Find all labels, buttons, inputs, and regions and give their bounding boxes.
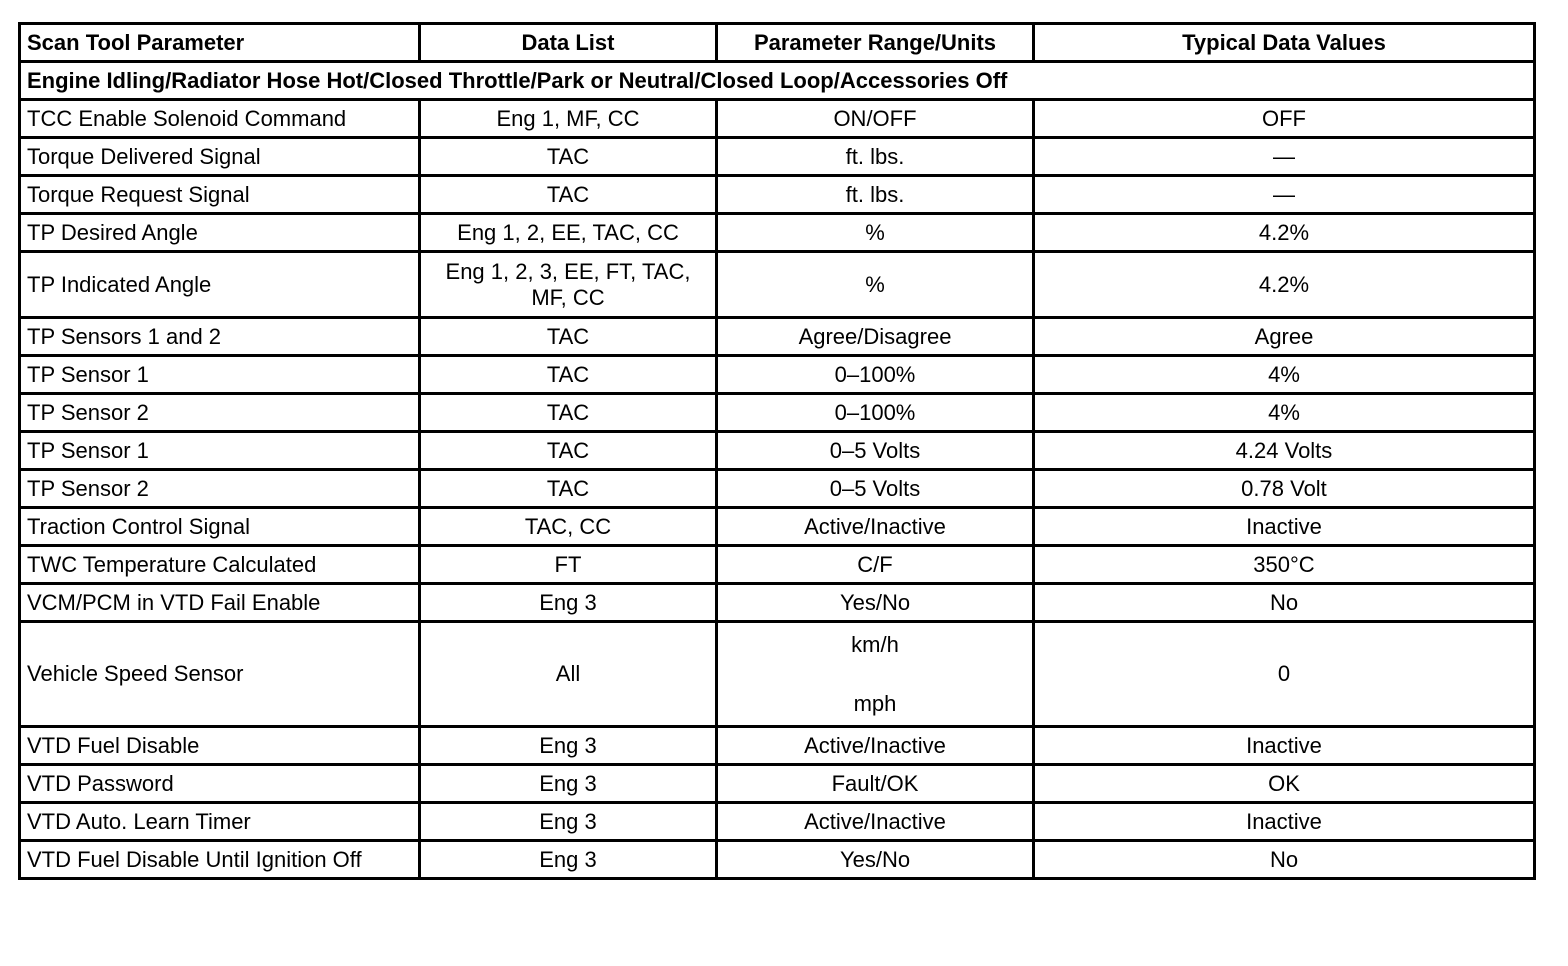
table-row [20, 765, 1535, 803]
operating-condition-text: Engine Idling/Radiator Hose Hot/Closed Throttle/Park or Neutral/Closed Loop/Accessories Off [20, 62, 1535, 100]
cell-range-units: Active/Inactive [717, 508, 1034, 546]
cell-range-units: C/F [717, 546, 1034, 584]
cell-typical-value: 4.2% [1034, 252, 1535, 318]
cell-typical-value: Inactive [1034, 508, 1535, 546]
cell-range-units: Yes/No [717, 584, 1034, 622]
cell-data-list: All [420, 622, 717, 727]
cell-parameter: VCM/PCM in VTD Fail Enable [20, 584, 420, 622]
scan-tool-data-table [18, 22, 1536, 880]
cell-range-units: 0–5 Volts [717, 432, 1034, 470]
cell-parameter: VTD Fuel Disable [20, 727, 420, 765]
cell-parameter: TP Sensor 2 [20, 470, 420, 508]
table-row [20, 252, 1535, 318]
cell-data-list: Eng 1, 2, EE, TAC, CC [420, 214, 717, 252]
cell-typical-value: No [1034, 841, 1535, 879]
table-row [20, 356, 1535, 394]
table-row [20, 394, 1535, 432]
cell-typical-value: 4% [1034, 356, 1535, 394]
cell-data-list: TAC [420, 176, 717, 214]
cell-parameter: Traction Control Signal [20, 508, 420, 546]
cell-parameter: VTD Auto. Learn Timer [20, 803, 420, 841]
header-parameter-range-units: Parameter Range/Units [717, 24, 1034, 62]
cell-range-units: Active/Inactive [717, 803, 1034, 841]
cell-typical-value: Agree [1034, 318, 1535, 356]
cell-range-units [717, 622, 1034, 727]
cell-data-list: Eng 3 [420, 584, 717, 622]
range-unit-line: mph [853, 691, 897, 716]
cell-range-units: Fault/OK [717, 765, 1034, 803]
table-row [20, 432, 1535, 470]
header-typical-data-values: Typical Data Values [1034, 24, 1535, 62]
table-row [20, 508, 1535, 546]
cell-typical-value: OK [1034, 765, 1535, 803]
cell-data-list: Eng 1, MF, CC [420, 100, 717, 138]
cell-parameter: TCC Enable Solenoid Command [20, 100, 420, 138]
cell-parameter: TP Sensors 1 and 2 [20, 318, 420, 356]
cell-typical-value: 0 [1034, 622, 1535, 727]
cell-data-list: Eng 3 [420, 841, 717, 879]
cell-range-units: 0–5 Volts [717, 470, 1034, 508]
cell-data-list: Eng 3 [420, 727, 717, 765]
table-row [20, 546, 1535, 584]
cell-parameter: TP Sensor 2 [20, 394, 420, 432]
cell-range-units: ON/OFF [717, 100, 1034, 138]
cell-typical-value: 0.78 Volt [1034, 470, 1535, 508]
cell-parameter: Torque Request Signal [20, 176, 420, 214]
cell-typical-value: 4% [1034, 394, 1535, 432]
cell-range-units: ft. lbs. [717, 138, 1034, 176]
table-row [20, 727, 1535, 765]
cell-data-list: Eng 3 [420, 803, 717, 841]
cell-data-list: TAC [420, 356, 717, 394]
cell-typical-value: Inactive [1034, 727, 1535, 765]
cell-data-list: TAC [420, 470, 717, 508]
cell-parameter: Vehicle Speed Sensor [20, 622, 420, 727]
operating-condition-row [20, 62, 1535, 100]
table-row [20, 138, 1535, 176]
cell-parameter: TP Sensor 1 [20, 432, 420, 470]
table-row [20, 318, 1535, 356]
cell-parameter: TP Sensor 1 [20, 356, 420, 394]
cell-data-list: TAC [420, 318, 717, 356]
cell-data-list: TAC, CC [420, 508, 717, 546]
cell-range-units: % [717, 214, 1034, 252]
table-row [20, 100, 1535, 138]
table-row [20, 176, 1535, 214]
cell-typical-value: — [1034, 138, 1535, 176]
cell-data-list: TAC [420, 394, 717, 432]
cell-range-units: Agree/Disagree [717, 318, 1034, 356]
cell-parameter: Torque Delivered Signal [20, 138, 420, 176]
cell-typical-value: — [1034, 176, 1535, 214]
cell-parameter: TP Desired Angle [20, 214, 420, 252]
cell-range-units: Yes/No [717, 841, 1034, 879]
cell-typical-value: 350°C [1034, 546, 1535, 584]
cell-data-list: Eng 3 [420, 765, 717, 803]
header-row [20, 24, 1535, 62]
cell-typical-value: OFF [1034, 100, 1535, 138]
table-row [20, 803, 1535, 841]
header-data-list: Data List [420, 24, 717, 62]
range-unit-line: km/h [851, 631, 899, 657]
cell-typical-value: 4.24 Volts [1034, 432, 1535, 470]
table-row [20, 584, 1535, 622]
cell-data-list: TAC [420, 432, 717, 470]
cell-parameter: TWC Temperature Calculated [20, 546, 420, 584]
table-row [20, 214, 1535, 252]
cell-parameter: VTD Fuel Disable Until Ignition Off [20, 841, 420, 879]
table-row [20, 470, 1535, 508]
cell-range-units: 0–100% [717, 394, 1034, 432]
cell-data-list: FT [420, 546, 717, 584]
cell-typical-value: Inactive [1034, 803, 1535, 841]
header-scan-tool-parameter: Scan Tool Parameter [20, 24, 420, 62]
cell-parameter: TP Indicated Angle [20, 252, 420, 318]
table-row [20, 622, 1535, 727]
cell-range-units: 0–100% [717, 356, 1034, 394]
cell-parameter: VTD Password [20, 765, 420, 803]
cell-data-list: Eng 1, 2, 3, EE, FT, TAC, MF, CC [420, 252, 717, 318]
cell-data-list: TAC [420, 138, 717, 176]
cell-typical-value: 4.2% [1034, 214, 1535, 252]
cell-range-units: ft. lbs. [717, 176, 1034, 214]
cell-typical-value: No [1034, 584, 1535, 622]
table-row [20, 841, 1535, 879]
cell-range-units: % [717, 252, 1034, 318]
cell-range-units: Active/Inactive [717, 727, 1034, 765]
